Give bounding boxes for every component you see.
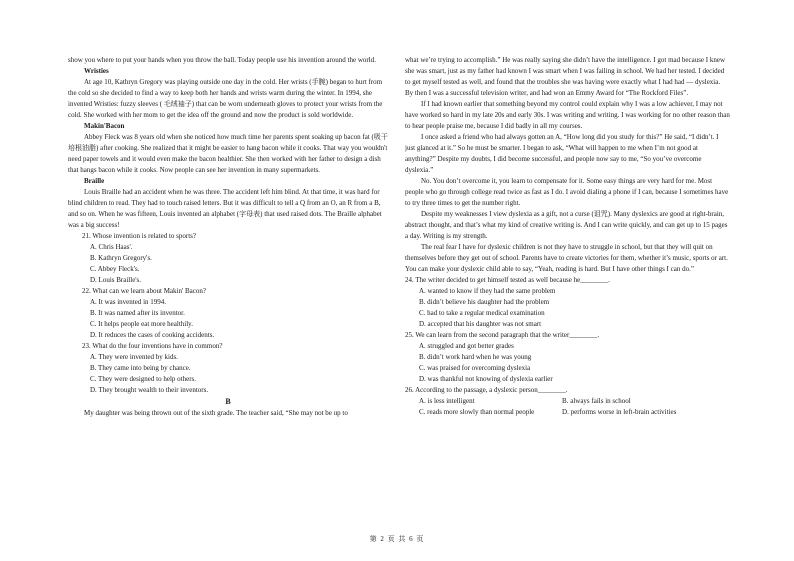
- option-row: [405, 407, 730, 418]
- question-24: 24. The writer decided to get himself tested as well because he________.: [405, 276, 610, 284]
- question-23: 23. What do the four inventions have in common?: [82, 342, 223, 350]
- page-number-footer: 第 2 页 共 6 页: [369, 535, 425, 543]
- question-22: 22. What can we learn about Makin' Bacon?: [82, 287, 206, 295]
- question-25: 25. We can learn from the second paragraph that the writer________.: [405, 331, 600, 339]
- paragraph: I once asked a friend who had always gotten an A, “How long did you study for this?” He said, “I didn’t. I just glanced at it.” So he must be smarter. I began to ask, “What will happen to me when I’m not good at anything?” Despite my doubts, I did become successful, and people now say to me, “So you’ve overcome dyslexia.”: [405, 133, 719, 174]
- option-23-b: B. They came into being by chance.: [90, 364, 191, 372]
- option-23-a: A. They were invented by kids.: [90, 353, 178, 361]
- paragraph-braille: Louis Braille had an accident when he was three. The accident left him blind. At that time, it was hard for blind children to read. They had to touch raised letters. But it was difficult to tell a Q from an O, an R from a B, and so on. When he was fifteen, Louis invented an alphabet (字母表) that used raised dots. The Braille alphabet was a big success!: [68, 188, 382, 229]
- option-26-b: B. always fails in school: [562, 397, 631, 405]
- option-23-d: D. They brought wealth to their inventors.: [90, 386, 209, 394]
- heading-braille: Braille: [84, 177, 105, 185]
- heading-makin-bacon: Makin'Bacon: [84, 122, 125, 130]
- paragraph-wristies: At age 10, Kathryn Gregory was playing outside one day in the cold. Her wrists (手腕) began to hurt from the cold so she decided to find a way to keep both her hands and wrists warm during the winter. In 1994, she invented Wristies: fuzzy sleeves ( 毛绒袖子) that can be worn underneath gloves to protect your wrists from the cold. She worked with her mom to get the idea off the ground and now the product is sold worldwide.: [68, 78, 383, 119]
- option-21-a: A. Chris Haas'.: [90, 243, 133, 251]
- option-22-c: C. It helps people eat more healthily.: [90, 320, 193, 328]
- option-25-d: D. was thankful not knowing of dyslexia earlier: [419, 375, 553, 383]
- paragraph: No. You don’t overcome it, you learn to compensate for it. Some easy things are very hard for me. Most people who go through college read twice as fast as I do. I avoid dialing a phone if I can, because I sometimes have to try three times to get the number right.: [405, 177, 729, 207]
- option-22-d: D. It reduces the cases of cooking accidents.: [90, 331, 215, 339]
- option-24-a: A. wanted to know if they had the same problem: [419, 287, 556, 295]
- option-21-c: C. Abbey Fleck's.: [90, 265, 140, 273]
- heading-wristies: Wristies: [84, 67, 109, 75]
- option-26-d: D. performs worse in left-brain activities: [562, 408, 677, 416]
- option-21-b: B. Kathryn Gregory's.: [90, 254, 152, 262]
- option-23-c: C. They were designed to help others.: [90, 375, 197, 383]
- left-column: [68, 55, 388, 533]
- section-heading-b: B: [225, 397, 231, 406]
- option-26-c: C. reads more slowly than normal people: [419, 408, 535, 416]
- option-25-c: C. was praised for overcoming dyslexia: [419, 364, 531, 372]
- paragraph: what we’re trying to accomplish.” He was really saying she didn’t have the intelligence. I got mad because I knew she was smart, just as my father had known I was smart when I was failing in school. We had her tested. I decided to get myself tested as well, and found that the troubles she was having were exactly what I had had — dyslexia. By then I was a successful television writer, and had won an Emmy Award for “The Rockford Files”.: [405, 56, 726, 97]
- paragraph: If I had known earlier that something beyond my control could explain why I was a low achiever, I may not have worked so hard in my late 20s and early 30s. I was writing and writing. I was working for no other reason than to hear people praise me, because I did badly in all my courses.: [405, 100, 730, 130]
- option-24-d: D. accepted that his daughter was not smart: [419, 320, 542, 328]
- paragraph: The real fear I have for dyslexic children is not they have to struggle in school, but that they will quit on themselves before they get out of school. Parents have to create victories for them, whether it’s music, sports or art. You can make your dyslexic child able to say, “Yeah, reading is hard. But I have other things I can do.”: [405, 243, 728, 273]
- option-24-c: C. had to take a regular medical examination: [419, 309, 545, 317]
- option-22-b: B. It was named after its inventor.: [90, 309, 185, 317]
- option-26-a: A. is less intelligent: [419, 397, 475, 405]
- option-row: [405, 396, 730, 407]
- option-25-a: A. struggled and got better grades: [419, 342, 514, 350]
- right-column: [405, 55, 730, 533]
- option-24-b: B. didn’t believe his daughter had the problem: [419, 298, 550, 306]
- paragraph-makin-bacon: Abbey Fleck was 8 years old when she noticed how much time her parents spent soaking up bacon fat (吸干培根油脂) after cooking. She realized that it might be easier to hang bacon while it cooks. That way you wouldn't need paper towels and it would even make the bacon healthier. She then worked with her father to design a dish that hangs bacon while it cooks. Now people can see her invention in many supermarkets.: [68, 133, 388, 174]
- question-26: 26. According to the passage, a dyslexic person________.: [405, 386, 568, 394]
- paragraph: show you where to put your hands when you throw the ball. Today people use his invention around the world.: [68, 56, 376, 64]
- paragraph-b-intro: My daughter was being thrown out of the sixth grade. The teacher said, “She may not be up to: [84, 409, 348, 417]
- question-21: 21. Whose invention is related to sports?: [82, 232, 196, 240]
- option-21-d: D. Louis Braille's.: [90, 276, 142, 284]
- option-22-a: A. It was invented in 1994.: [90, 298, 167, 306]
- option-25-b: B. didn’t work hard when he was young: [419, 353, 532, 361]
- paragraph: Despite my weaknesses I view dyslexia as a gift, not a curse (诅咒). Many dyslexics are good at right-brain, abstract thought, and that’s what my kind of creative writing is. And I can write quickly, and can get up to 15 pages a day. Writing is my strength.: [405, 210, 728, 240]
